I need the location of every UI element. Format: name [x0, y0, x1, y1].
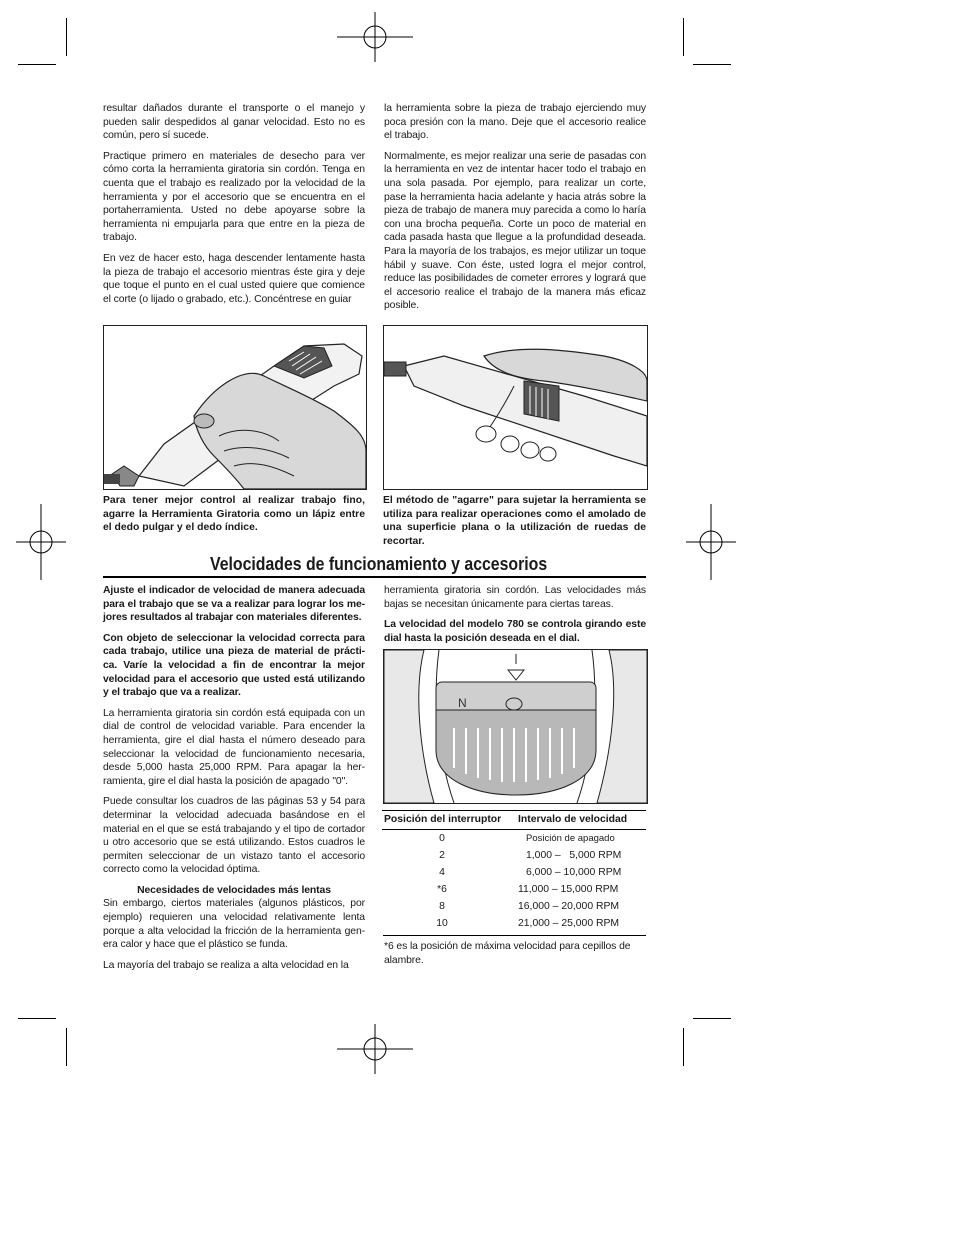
paragraph: la herramienta sobre la pieza de trabajo ejerciendo muy poca presión con la mano. Deje que el accesorio realice el trabajo.: [384, 103, 646, 142]
right-column-top: [384, 102, 646, 320]
speed-table: [382, 810, 646, 932]
table-bottom-rule: [383, 935, 646, 936]
subheading: Necesidades de velocidades más lentas: [137, 884, 331, 896]
table-row: 8 16,000 – 20,000 RPM: [439, 900, 620, 912]
paragraph-bold: Ajuste el indicador de velocidad de manera adecuada para el trabajo que se va a realizar para lograr los me- jores resultados al trabajar con materiales diferentes.: [103, 585, 365, 624]
column-header-range: Intervalo de velocidad: [502, 811, 646, 830]
section-rule: [103, 576, 646, 578]
table-row: 10 21,000 – 25,000 RPM: [436, 917, 620, 929]
left-column-bottom: [103, 584, 365, 979]
table-row: *6 11,000 – 15,000 RPM: [437, 883, 619, 895]
paragraph: Puede consultar los cuadros de las páginas 53 y 54 para determinar la velocidad adecuada basándose en el material en el que se está trabajando y el tipo de cortador u otro accesorio que se está utilizando. Estos cuadros le permiten seleccionar de un vistazo tanto el accesorio correcto como la velocidad óptima.: [103, 796, 365, 876]
paragraph-bold: Con objeto de seleccionar la velocidad correcta para cada trabajo, utilice una pieza de material de prácti- ca. Varíe la velocidad a fin de encontrar la mejor velocidad para el accesorio que usted está utilizando y el trabajo que va a realizar.: [103, 632, 365, 699]
paragraph: Practique primero en materiales de desecho para ver cómo corta la herramienta giratoria sin cordón. Tenga en cuenta que el trabajo es realizado por la velocidad de la herramienta y por el accesorio que se encuentra en el portaherramienta. Usted no debe apoyarse sobre la herramienta ni empujarla para que entre en la pieza de trabajo.: [103, 150, 365, 244]
caption-right: El método de "agarre" para sujetar la herramienta se utiliza para realizar operaciones como el amolado de una superficie plana o la utilización de ruedas de recortar.: [383, 495, 646, 547]
figure-speed-dial: [383, 649, 648, 804]
section-title: Velocidades de funcionamiento y accesorios: [210, 554, 548, 574]
speed-dial-illustration: [384, 650, 647, 803]
caption-left: Para tener mejor control al realizar trabajo fino, agarre la Herramienta Giratoria como un lápiz entre el dedo pulgar y el dedo índice.: [103, 495, 365, 534]
figure-golf-grip: [383, 325, 648, 490]
hand-tool-illustration: [384, 326, 647, 489]
paragraph: La herramienta giratoria sin cordón está equipada con un dial de control de velocidad variable. Para encender la herramienta, gire el dial hasta el número deseado para seleccionar la velocidad de funcionamiento necesaria, desde 5,000 hasta 25,000 RPM. Para apagar la her- ramienta, gire el dial hasta la posición de apagado "0".: [103, 707, 365, 787]
paragraph-bold: La velocidad del modelo 780 se controla girando este dial hasta la posición deseada en el dial.: [384, 619, 646, 644]
paragraph: herramienta giratoria sin cordón. Las velocidades más bajas se necesitan únicamente para ciertas tareas.: [384, 585, 646, 610]
left-column-top: [103, 102, 365, 313]
table-row: 4 6,000 – 10,000 RPM: [439, 866, 622, 878]
dial-letter: N: [458, 696, 467, 710]
figure-pencil-grip: [103, 325, 367, 490]
table-footnote: *6 es la posición de máxima velocidad para cepillos de alambre.: [384, 941, 631, 966]
paragraph: resultar dañados durante el transporte o el manejo y pueden salir despedidos al ganar velocidad. Esto no es común, pero sí sucede.: [103, 103, 365, 142]
paragraph: En vez de hacer esto, haga descender lentamente hasta la pieza de trabajo el accesorio mientras éste gira y deje que toque el punto en el cual usted quiere que comience el corte (o lijado o grabado, etc.). Concéntrese en guiar: [103, 252, 365, 305]
registration-mark-bottom: [337, 1024, 413, 1074]
hand-tool-illustration: [104, 326, 366, 489]
registration-mark-right: [686, 504, 736, 580]
column-header-position: Posición del interruptor: [382, 811, 502, 830]
table-row: 0 Posición de apagado: [439, 832, 615, 844]
paragraph: La mayoría del trabajo se realiza a alta velocidad en la: [103, 959, 349, 971]
paragraph: Sin embargo, ciertos materiales (algunos plásticos, por ejemplo) requieren una velocidad relativamente lenta porque a alta velocidad la fricción de la herramienta gen- era calor y hace que el plástico se funda.: [103, 898, 365, 951]
right-column-bottom: [384, 584, 646, 652]
registration-mark-left: [16, 504, 66, 580]
registration-mark-top: [337, 12, 413, 62]
table-row: 2 1,000 – 5,000 RPM: [439, 849, 622, 861]
paragraph: Normalmente, es mejor realizar una serie de pasadas con la herramienta en vez de intentar hacer todo el trabajo en una sola pasada. Por ejemplo, para realizar un corte, pase la herramienta hacia adelante y hacia atrás sobre la pieza de trabajo de manera muy parecida a como lo haría con una brocha pequeña. Corte un poco de material en cada pasada hasta que llegue a la profundidad deseada. Para la mayoría de los trabajos, es mejor utilizar un toque hábil y suave. Con éste, usted logra el mejor control, reduce las posibilidades de cometer errores y logrará que el accesorio realice el trabajo de la manera más eficaz posible.: [384, 150, 646, 312]
